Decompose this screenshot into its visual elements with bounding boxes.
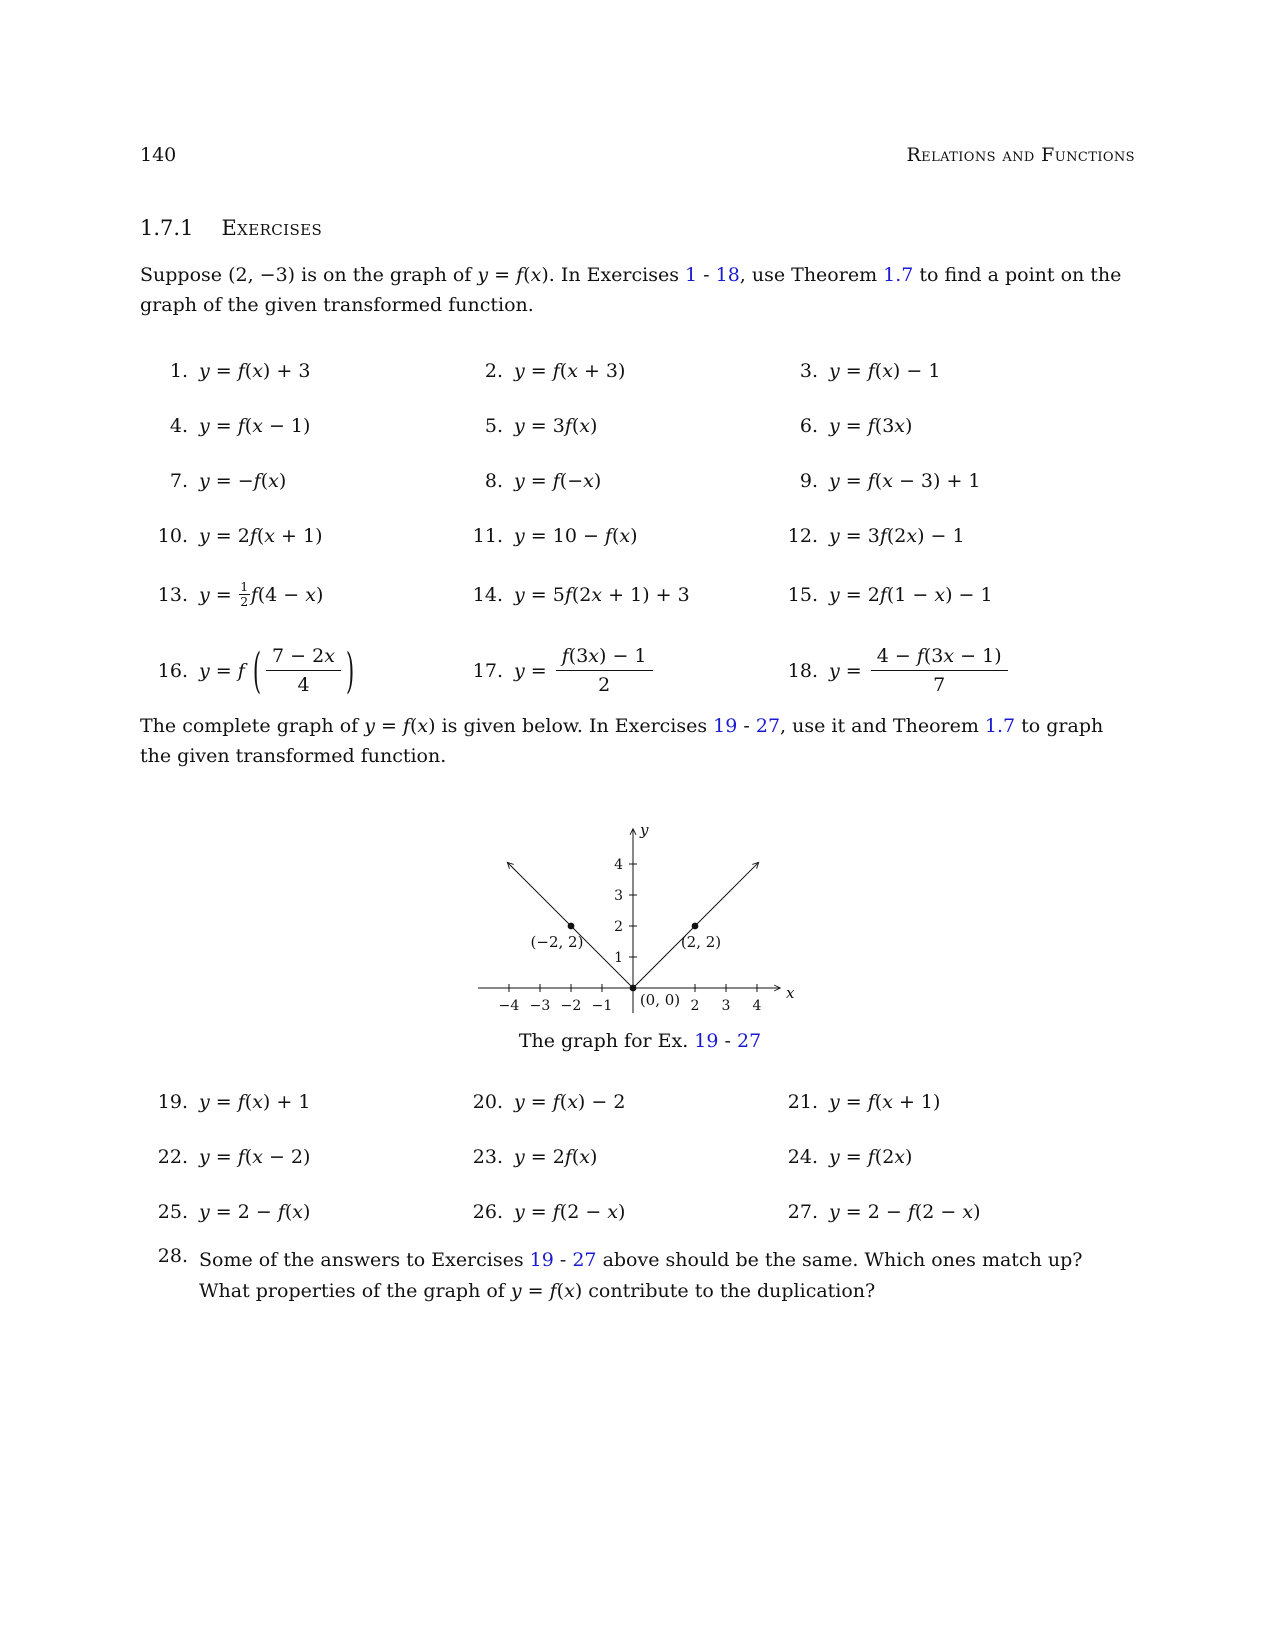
math-inline: y = f(x) − 1 [829, 360, 941, 382]
exercise-item [140, 360, 455, 382]
math-inline: y = f(x) [510, 1280, 583, 1302]
y-tick-label: 1 [614, 950, 623, 966]
exercise-row [140, 360, 1135, 382]
exercise-number: 12. [787, 525, 818, 547]
text-run: - [718, 1030, 737, 1052]
exercise-item [770, 525, 1135, 547]
exercise-formula [514, 1146, 597, 1168]
intro-paragraph-1 [140, 260, 1135, 320]
exercise-formula [829, 642, 1011, 699]
point-label: (−2, 2) [530, 933, 584, 951]
exercise-formula [514, 525, 638, 547]
math-inline: y = f(x − 3) + 1 [829, 470, 981, 492]
fraction: $\frac{4 - f(3x - 1)}{7}$ [871, 642, 1008, 699]
math-inline: y = f [199, 659, 245, 682]
exercise-item [140, 580, 455, 609]
exercise-formula [199, 360, 310, 382]
exercise-number: 21. [787, 1091, 818, 1113]
x-tick-label: −3 [529, 998, 551, 1014]
axis-labels [499, 821, 795, 1014]
exercise-number: 28. [157, 1245, 188, 1267]
data-point [692, 923, 699, 930]
text-run: Some of the answers to Exercises [199, 1249, 530, 1271]
math-inline: y = 10 − f(x) [514, 525, 638, 547]
ref-link[interactable]: 27 [572, 1249, 597, 1271]
graph-svg [450, 781, 830, 1021]
math-inline: f(4 − x) [250, 583, 324, 606]
math-inline: y = f(x) + 1 [199, 1091, 311, 1113]
running-header: Relations and Functions [906, 144, 1135, 166]
exercise-item [770, 415, 1135, 437]
exercise-row [140, 525, 1135, 547]
point-label: (2, 2) [680, 933, 722, 951]
fraction: $\frac{1}{2}$ [240, 579, 249, 609]
exercise-number: 13. [157, 583, 188, 606]
big-paren: ) [345, 643, 355, 698]
exercise-number: 1. [169, 360, 188, 382]
text-run: Suppose [140, 264, 229, 286]
exercise-formula [829, 415, 912, 437]
exercise-number: 10. [157, 525, 188, 547]
exercise-item [140, 1091, 455, 1113]
math-inline: y = f(x) [364, 715, 436, 737]
y-tick-label: 3 [614, 888, 623, 904]
exercise-row [140, 1201, 1135, 1223]
exercise-formula [199, 1091, 310, 1113]
exercise-item [140, 525, 455, 547]
exercise-number: 4. [169, 415, 188, 437]
y-axis-label: y [640, 821, 649, 839]
axes [478, 829, 780, 1013]
exercise-item [140, 470, 455, 492]
exercise-number: 23. [472, 1146, 503, 1168]
ref-link[interactable]: 27 [755, 715, 781, 737]
math-inline: y = 3f(2x) − 1 [829, 525, 965, 547]
exercise-formula [199, 580, 323, 609]
exercise-formula [829, 584, 993, 606]
exercise-formula [199, 415, 310, 437]
math-inline: (2, −3) [228, 264, 296, 286]
y-tick-label: 2 [614, 919, 623, 935]
data-point [568, 923, 575, 930]
exercise-formula [199, 470, 286, 492]
ref-link[interactable]: 19 [713, 715, 738, 737]
text-run: to find a point on the graph of the given transformed function. [140, 264, 1122, 316]
plot-points [531, 923, 722, 1009]
exercise-item [140, 1146, 455, 1168]
exercise-28-text [199, 1245, 1101, 1307]
math-inline: y = f(2 − x) [514, 1201, 626, 1223]
section-title: Exercises [221, 216, 323, 240]
exercise-formula [829, 470, 981, 492]
exercise-formula [829, 1201, 981, 1223]
exercise-number: 7. [169, 470, 188, 492]
exercise-formula [829, 1091, 940, 1113]
exercise-row [140, 1091, 1135, 1113]
section-number: 1.7.1 [140, 216, 194, 240]
x-tick-label: −4 [498, 998, 520, 1014]
text-run: The complete graph of [140, 715, 365, 737]
exercise-row [140, 642, 1135, 699]
math-inline: y = f(x + 3) [514, 360, 626, 382]
exercise-item [455, 1146, 770, 1168]
exercise-formula [514, 360, 625, 382]
exercise-number: 2. [484, 360, 503, 382]
text-run: - [553, 1249, 573, 1271]
exercise-item [770, 580, 1135, 609]
section-heading [140, 212, 1135, 244]
x-tick-label: −1 [591, 998, 613, 1014]
exercise-item [455, 415, 770, 437]
text-run: . In Exercises [548, 264, 686, 286]
exercise-number: 5. [484, 415, 503, 437]
exercise-item [455, 642, 770, 699]
x-tick-label: 4 [752, 998, 762, 1014]
ref-link[interactable]: 1.7 [883, 264, 914, 286]
math-inline: y = −f(x) [199, 470, 287, 492]
exercise-number: 3. [799, 360, 818, 382]
exercise-item [455, 580, 770, 609]
exercise-formula [829, 360, 940, 382]
exercise-item [455, 525, 770, 547]
exercise-number: 11. [472, 525, 503, 547]
exercise-item [455, 360, 770, 382]
text-run: is given below. In Exercises [435, 715, 714, 737]
x-tick-label: 3 [721, 998, 731, 1014]
text-run: - [697, 264, 716, 286]
ref-link[interactable]: 19 [694, 1030, 719, 1052]
exercise-formula [514, 642, 656, 699]
math-inline: y = [199, 583, 238, 606]
exercise-28 [140, 1245, 1135, 1307]
exercise-row [140, 1146, 1135, 1168]
exercise-number: 6. [799, 415, 818, 437]
x-tick-label: 2 [690, 998, 700, 1014]
exercise-item [770, 642, 1135, 699]
text-run: contribute to the duplication? [582, 1280, 876, 1302]
math-inline: y = 2f(x) [514, 1146, 598, 1168]
graph-caption [450, 1027, 830, 1055]
exercise-formula [829, 1146, 912, 1168]
exercise-formula [514, 415, 597, 437]
text-run: The graph for Ex. [518, 1030, 695, 1052]
exercise-formula [199, 525, 323, 547]
ref-link[interactable]: 1.7 [984, 715, 1016, 737]
text-run: to graph the given transformed function. [140, 715, 1104, 767]
exercise-number: 17. [472, 659, 503, 682]
math-inline: y = f(x) [477, 264, 549, 286]
math-inline: y = 3f(x) [514, 415, 598, 437]
math-inline: y = 2 − f(2 − x) [829, 1201, 981, 1223]
exercise-formula [514, 1091, 625, 1113]
ref-link[interactable]: 27 [736, 1030, 762, 1052]
math-inline: y = f(x − 1) [199, 415, 311, 437]
math-inline: y = f(2x) [829, 1146, 913, 1168]
exercise-number: 8. [484, 470, 503, 492]
exercise-item [770, 1201, 1135, 1223]
exercise-item [140, 1201, 455, 1223]
math-inline: y = f(x) − 2 [514, 1091, 626, 1113]
exercise-item [140, 642, 455, 699]
exercise-item [455, 470, 770, 492]
text-run: above should be the same. Which ones match up? What properties of the graph of [199, 1249, 1083, 1302]
intro-paragraph-2 [140, 711, 1135, 771]
y-tick-label: 4 [614, 857, 623, 873]
exercise-row [140, 470, 1135, 492]
text-run: - [737, 715, 756, 737]
text-run: , use Theorem [739, 264, 884, 286]
math-inline: y = 2 − f(x) [199, 1201, 311, 1223]
math-inline: y = f(3x) [829, 415, 913, 437]
exercise-number: 14. [472, 583, 503, 606]
text-run: is on the graph of [295, 264, 478, 286]
exercise-item [770, 360, 1135, 382]
exercise-number: 20. [472, 1091, 503, 1113]
exercise-item [455, 1091, 770, 1113]
exercise-item [140, 415, 455, 437]
math-inline: y = [829, 659, 868, 682]
exercise-number: 18. [787, 659, 818, 682]
exercise-grid-19-27 [140, 1091, 1135, 1223]
page-header [140, 0, 1135, 170]
exercise-item [770, 1146, 1135, 1168]
exercise-formula [829, 525, 965, 547]
exercise-number: 25. [157, 1201, 188, 1223]
exercise-formula [514, 584, 690, 606]
exercise-number: 19. [157, 1091, 188, 1113]
fraction: 7 − 2x 4 [266, 642, 341, 699]
exercise-number: 26. [472, 1201, 503, 1223]
exercise-item [455, 1201, 770, 1223]
exercise-grid-1-18 [140, 360, 1135, 699]
exercise-number: 16. [157, 659, 188, 682]
math-inline: y = f(x) + 3 [199, 360, 311, 382]
math-inline: y = 2f(1 − x) − 1 [829, 583, 993, 606]
exercise-number: 24. [787, 1146, 818, 1168]
exercise-formula [199, 1146, 310, 1168]
exercise-number: 22. [157, 1146, 188, 1168]
math-inline: y = f(x − 2) [199, 1146, 311, 1168]
exercise-formula [514, 470, 601, 492]
graph-figure [450, 781, 830, 1021]
math-inline: y = 2f(x + 1) [199, 525, 323, 547]
exercise-row [140, 580, 1135, 609]
x-tick-label: −2 [560, 998, 582, 1014]
exercise-row [140, 415, 1135, 437]
data-point [630, 985, 637, 992]
point-label: (0, 0) [639, 991, 681, 1009]
page-number: 140 [140, 144, 177, 166]
math-inline: y = f(x + 1) [829, 1091, 941, 1113]
exercise-number: 27. [787, 1201, 818, 1223]
exercise-number: 9. [799, 470, 818, 492]
fraction: $\frac{f(3x) - 1}{2}$ [556, 642, 653, 699]
exercise-item [770, 1091, 1135, 1113]
math-inline: y = 5f(2x + 1) + 3 [514, 583, 690, 606]
ref-link[interactable]: 1 [685, 264, 698, 286]
ref-link[interactable]: 19 [529, 1249, 554, 1271]
math-inline: y = [514, 659, 553, 682]
exercise-formula [199, 642, 356, 699]
text-run: , use it and Theorem [780, 715, 985, 737]
exercise-item [770, 470, 1135, 492]
exercise-formula [514, 1201, 625, 1223]
big-paren: ( [252, 643, 262, 698]
exercise-formula [199, 1201, 310, 1223]
math-inline: y = f(−x) [514, 470, 602, 492]
ref-link[interactable]: 18 [715, 264, 740, 286]
exercise-number: 15. [787, 583, 818, 606]
x-axis-label: x [786, 984, 795, 1002]
